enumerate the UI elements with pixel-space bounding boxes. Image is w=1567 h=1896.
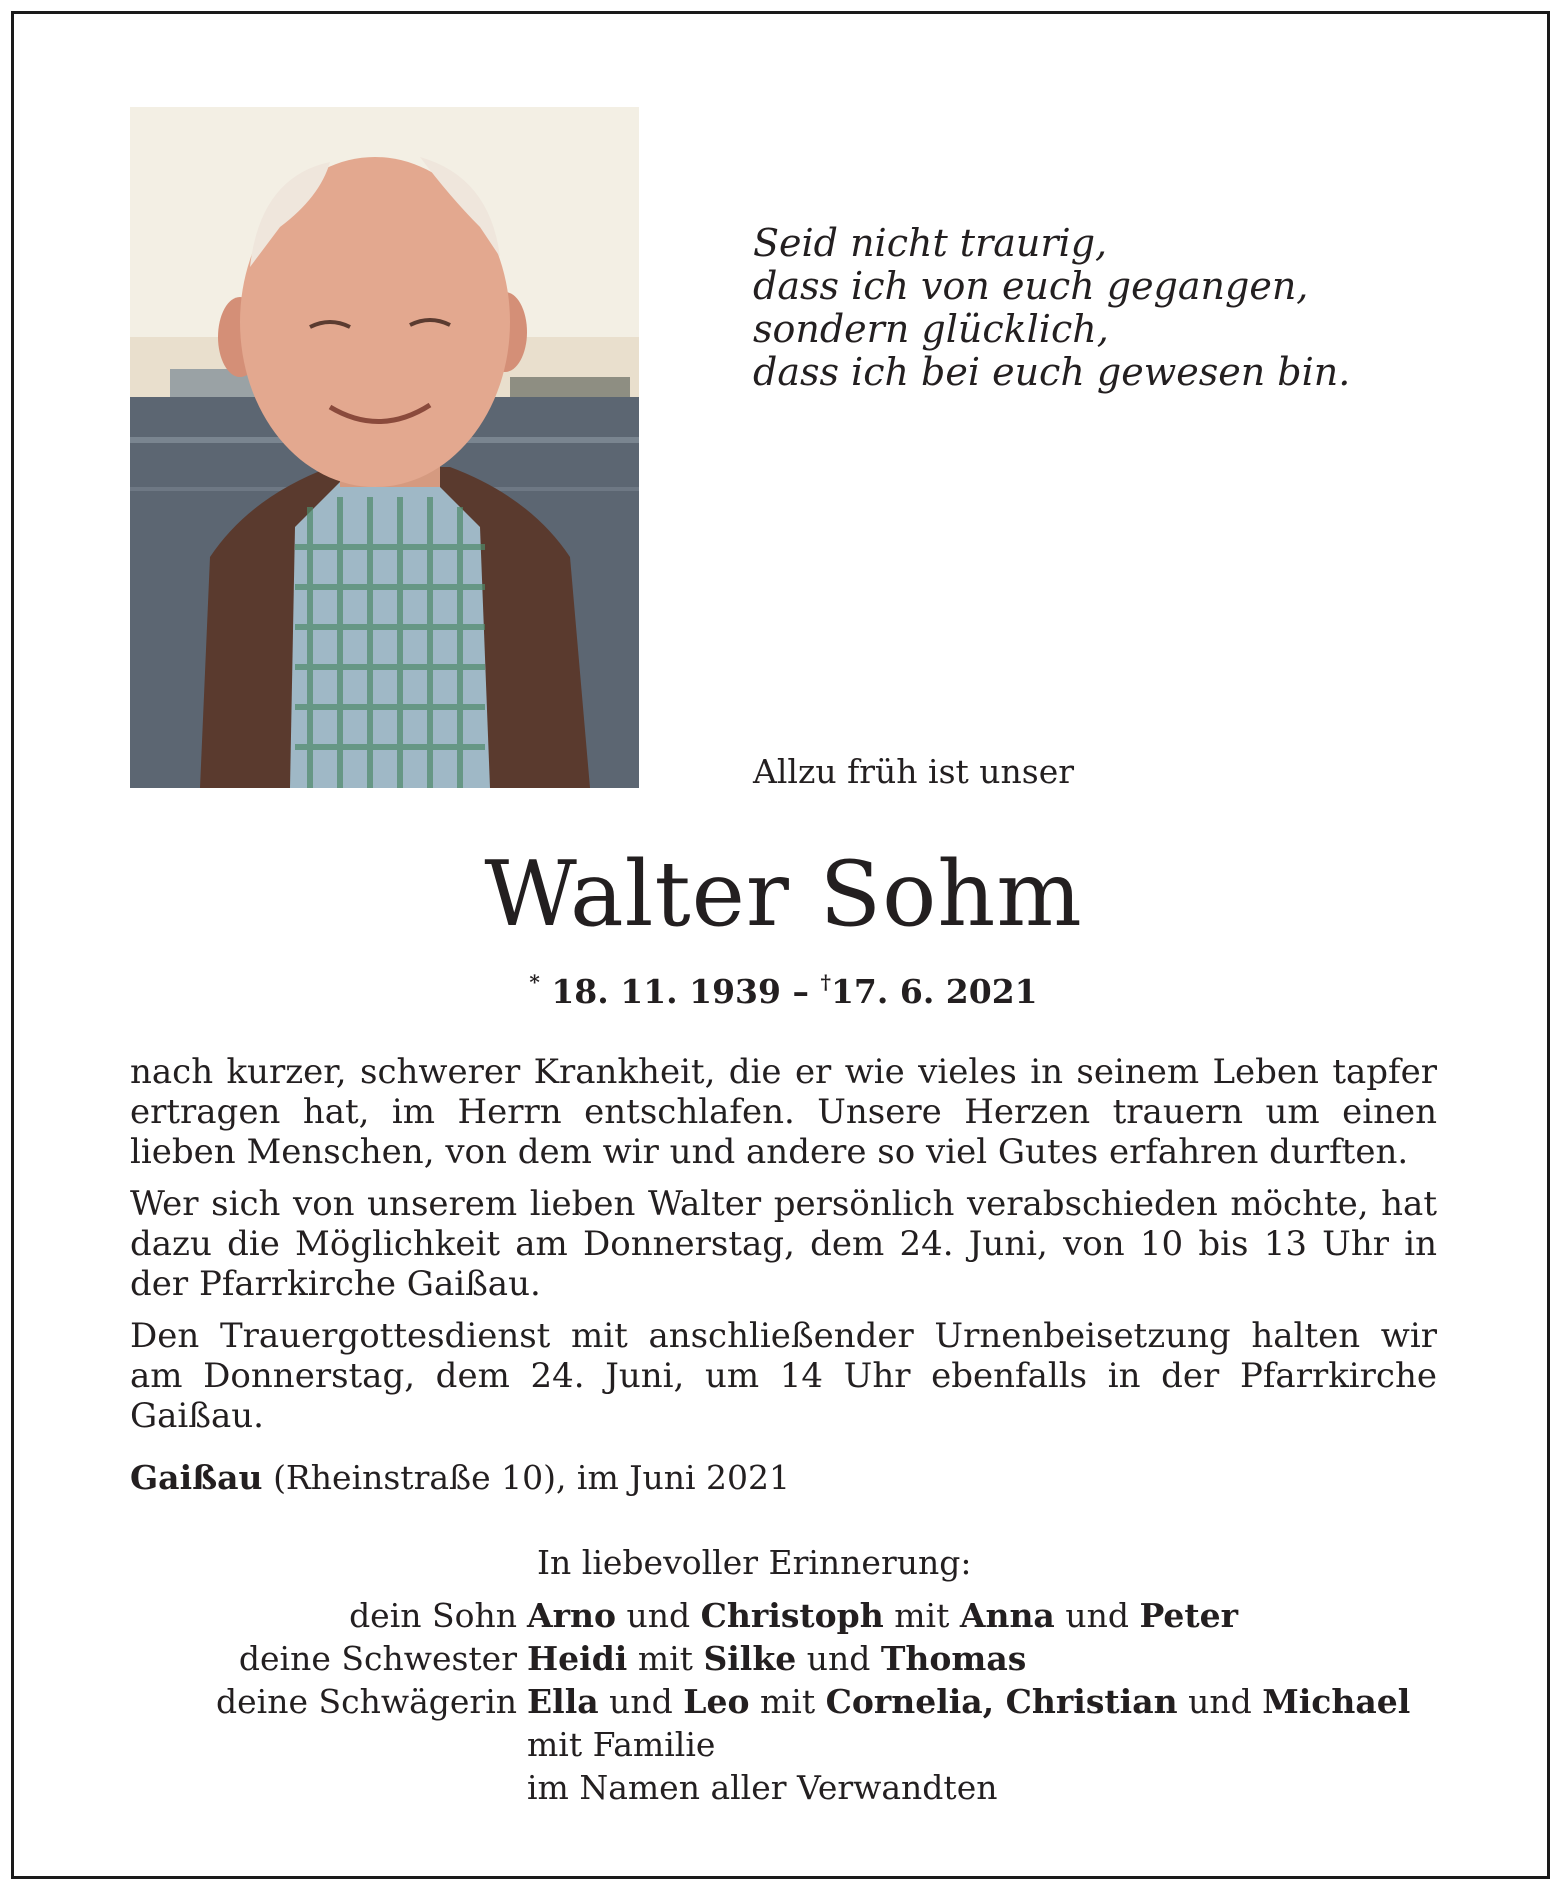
relation-label: deine Schwägerin (216, 1682, 517, 1721)
connector-word: und (626, 1596, 691, 1635)
connector-word: mit (637, 1639, 693, 1678)
deceased-name: Walter Sohm (484, 842, 1083, 947)
address-date: (Rheinstraße 10), im Juni 2021 (273, 1458, 791, 1497)
family-row-closing (130, 1723, 1530, 1766)
family-name: Ella (527, 1682, 599, 1721)
family-row-closing (130, 1766, 1530, 1809)
intro-text: Allzu früh ist unser (753, 752, 1075, 791)
portrait-photo (130, 107, 639, 788)
family-row-sister (130, 1637, 1530, 1680)
connector-word: und (806, 1639, 871, 1678)
poem-line: Seid nicht traurig, (753, 221, 1108, 265)
family-name: Christoph (700, 1596, 884, 1635)
connector-word: und (609, 1682, 673, 1721)
closing-line: im Namen aller Verwandten (527, 1768, 998, 1807)
relation-label: dein Sohn (349, 1596, 517, 1635)
family-name: Thomas (880, 1639, 1027, 1678)
announcement-text (130, 1052, 1437, 1448)
poem-line: dass ich bei euch gewesen bin. (753, 350, 1351, 394)
poem-line: sondern glücklich, (753, 307, 1109, 351)
family-names (527, 1637, 1530, 1680)
family-name: Michael (1262, 1682, 1411, 1721)
town: Gaißau (130, 1458, 263, 1497)
relation-label: deine Schwester (238, 1639, 517, 1678)
death-date: 17. 6. 2021 (830, 972, 1038, 1011)
birth-mark: * (529, 970, 540, 994)
date-dash: – (792, 972, 809, 1011)
family-name: Anna (959, 1596, 1055, 1635)
connector-word: mit (759, 1682, 816, 1721)
birth-date: 18. 11. 1939 (551, 972, 781, 1011)
family-name: Peter (1139, 1596, 1239, 1635)
family-name: Arno (527, 1596, 616, 1635)
family-name: Cornelia, Christian (825, 1682, 1178, 1721)
closing-line: mit Familie (527, 1725, 716, 1764)
family-list (130, 1594, 1530, 1809)
memory-heading: In liebevoller Erinnerung: (537, 1543, 972, 1582)
family-name: Silke (703, 1639, 797, 1678)
family-name: Heidi (527, 1639, 628, 1678)
life-dates (0, 970, 1567, 1011)
family-names (527, 1594, 1530, 1637)
family-row-son (130, 1594, 1530, 1637)
death-mark: † (820, 970, 831, 994)
paragraph: Wer sich von unserem lieben Walter persönlich verabschieden möchte, hat dazu die Möglichkeit am Donnerstag, dem 24. Juni, von 10 bis 13 Uhr in der Pfarrkirche Gaißau. (130, 1184, 1437, 1304)
connector-word: und (1065, 1596, 1129, 1635)
paragraph: Den Trauergottesdienst mit anschließender Urnenbeisetzung halten wir am Donnerstag, dem 24. Juni, um 14 Uhr ebenfalls in der Pfarrkirche Gaißau. (130, 1316, 1437, 1436)
connector-word: mit (894, 1596, 950, 1635)
poem-line: dass ich von euch gegangen, (753, 264, 1309, 308)
place-and-date (130, 1458, 790, 1497)
connector-word: und (1188, 1682, 1252, 1721)
paragraph: nach kurzer, schwerer Krankheit, die er wie vieles in seinem Leben tapfer ertragen hat, im Herrn entschlafen. Unsere Herzen trauern um einen lieben Menschen, von dem wir und andere so viel Gutes erfahren durften. (130, 1052, 1437, 1172)
memorial-poem (753, 222, 1453, 394)
family-name: Leo (683, 1682, 750, 1721)
family-row-sister-in-law (130, 1680, 1530, 1723)
family-names (527, 1680, 1530, 1723)
